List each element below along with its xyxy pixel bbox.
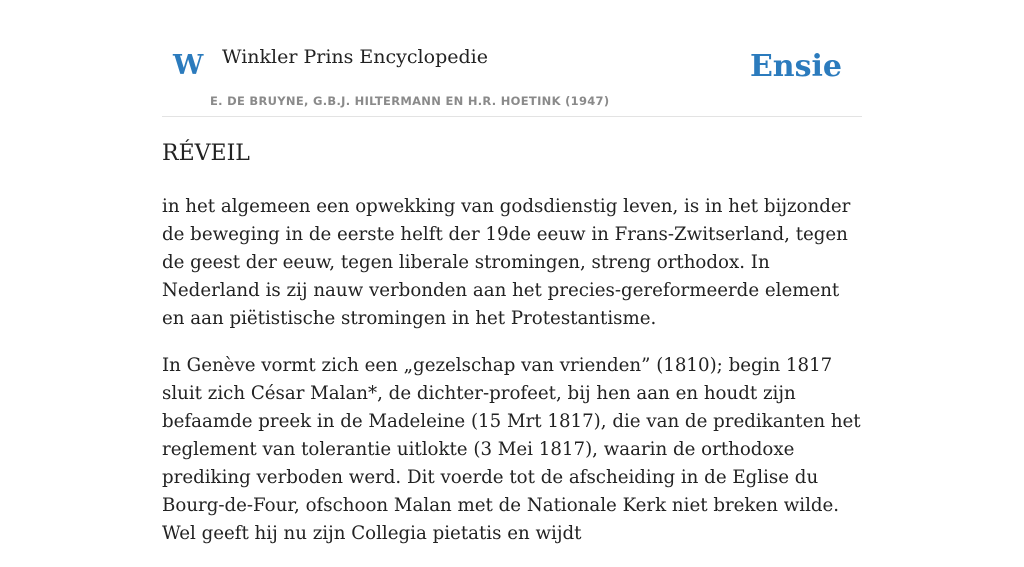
article-title: RÉVEIL xyxy=(162,141,250,166)
source-logo[interactable]: W xyxy=(173,50,204,81)
article xyxy=(162,140,862,567)
source-title[interactable]: Winkler Prins Encyclopedie xyxy=(222,46,488,68)
article-paragraph: in het algemeen een opwekking van godsdienstig leven, is in het bijzonder de beweging in de eerste helft der 19de eeuw in Frans-Zwitserland, tegen de geest der eeuw, tegen liberale stromingen, streng orthodox. In Nederland is zij nauw verbonden aan het precies-gereformeerde element en aan piëtistische stromingen in het Protestantisme. xyxy=(162,195,851,329)
source-header xyxy=(162,0,862,117)
brand-logo[interactable]: Ensie xyxy=(749,49,842,84)
article-paragraph: In Genève vormt zich een „gezelschap van vrienden” (1810); begin 1817 sluit zich César Malan*, de dichter-profeet, bij hen aan en houdt zijn befaamde preek in de Madeleine (15 Mrt 1817), die van de predikanten het reglement van tolerantie uitlokte (3 Mei 1817), waarin de orthodoxe prediking verboden werd. Dit voerde tot de afscheiding in de Eglise du Bourg-de-Four, ofschoon Malan met de Nationale Kerk niet breken wilde. Wel geeft hij nu zijn Collegia pietatis en wijdt xyxy=(162,354,861,544)
source-authors: E. DE BRUYNE, G.B.J. HILTERMANN EN H.R. HOETINK (1947) xyxy=(210,94,610,108)
